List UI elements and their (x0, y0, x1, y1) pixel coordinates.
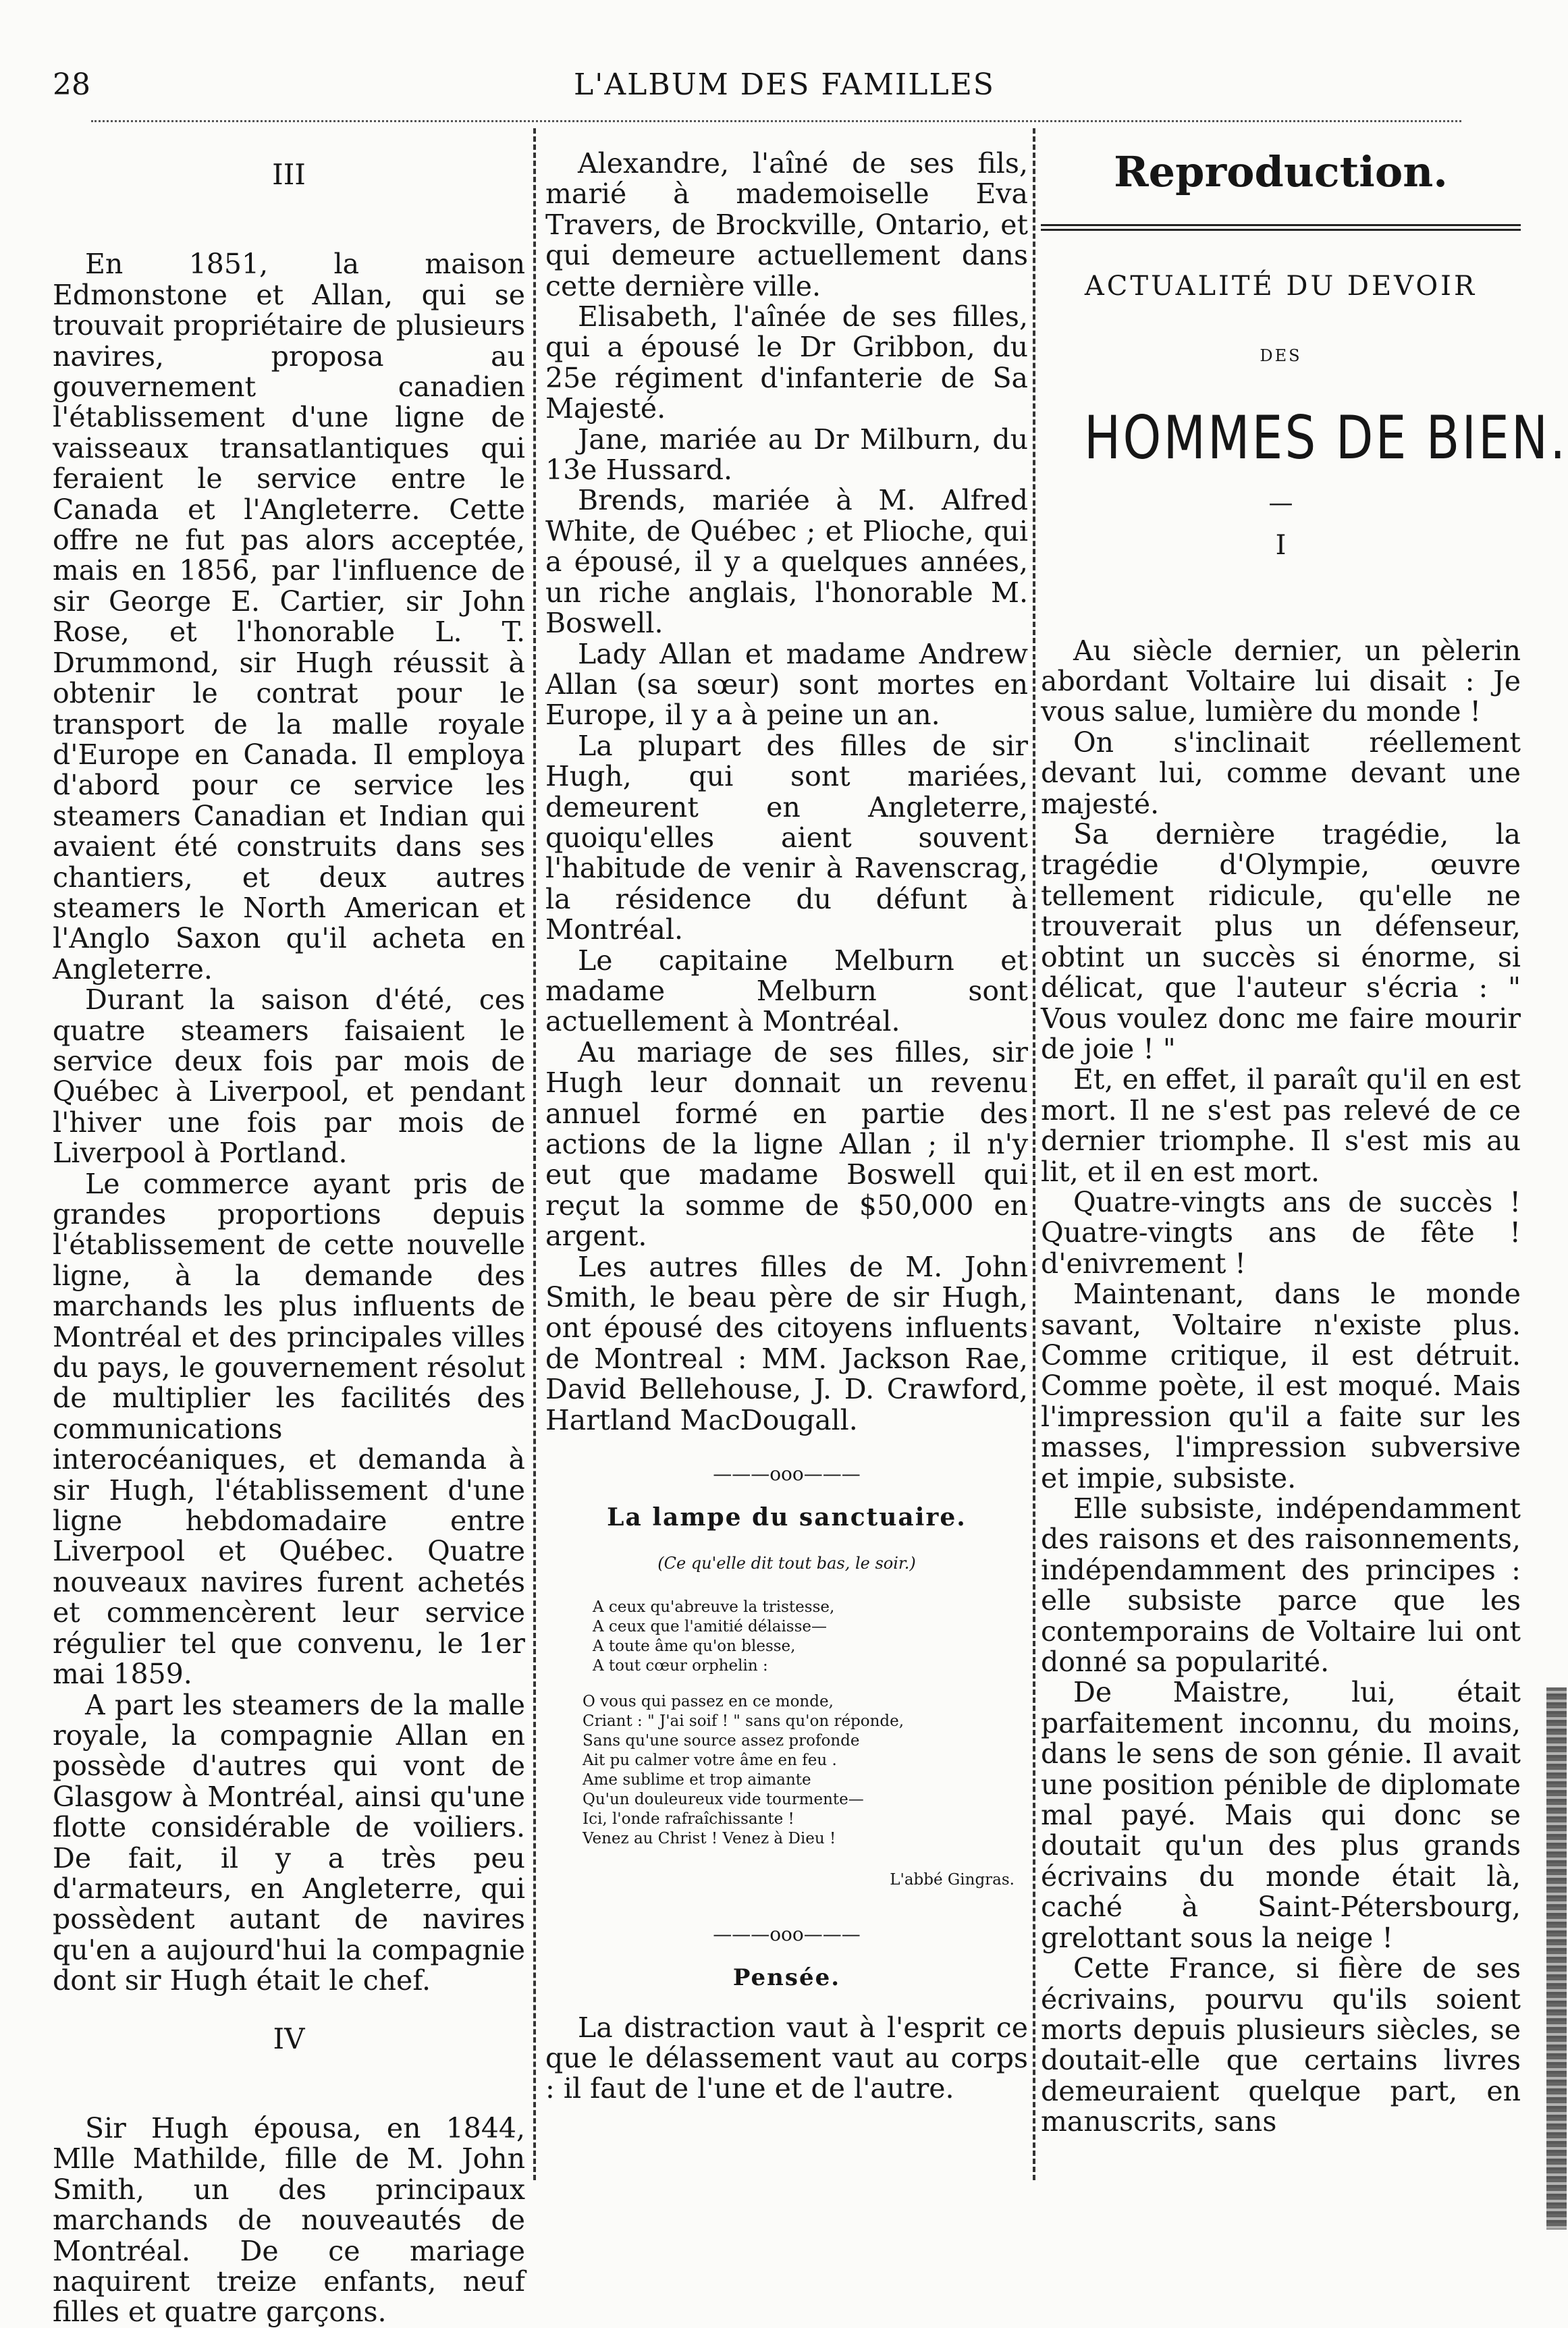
poem-stanza-2 (583, 1692, 1028, 1849)
section-heading-i: I (1275, 530, 1287, 562)
poem-stanza-1 (593, 1598, 1028, 1676)
page-header (53, 67, 1516, 108)
column-divider-2 (1033, 128, 1035, 2180)
paragraph: Le commerce ayant pris de grandes proportions depuis l'établissement de cette nouvelle ligne, à la demande des marchands les plus influents de Montréal et des principales villes du pays, le gouvernement résolut de multiplier les facilités des communications interocéaniques, et demanda à sir Hugh, l'établissement d'une ligne hebdomadaire entre Liverpool et Québec. Quatre nouveaux navires furent achetés et commencèrent leur service régulier tel que convenu, le 1er mai 1859. (53, 1167, 525, 1691)
poem-title: La lampe du sanctuaire. (607, 1503, 967, 1532)
column-divider-1 (533, 128, 536, 2180)
running-title: L'ALBUM DES FAMILLES (574, 67, 995, 102)
paragraph: Au siècle dernier, un pèlerin abordant Voltaire lui disait : Je vous salue, lumière du monde ! (1041, 634, 1521, 728)
header-rule (91, 120, 1461, 122)
poem-signature: L'abbé Gingras. (890, 1871, 1015, 1889)
page-number: 28 (53, 67, 90, 102)
paragraph: Alexandre, l'aîné de ses fils, marié à mademoiselle Eva Travers, de Brockville, Ontario, et qui demeure actuellement dans cette dernière ville. (545, 147, 1028, 302)
column-2 (545, 148, 1028, 2173)
paragraph: Brends, mariée à M. Alfred White, de Québec ; et Plioche, qui a épousé, il y a quelques années, un riche anglais, l'honorable M. Boswell. (545, 484, 1028, 640)
paragraph: Et, en effet, il paraît qu'il en est mort. Il ne s'est pas relevé de ce dernier triomphe. Il s'est mis au lit, et il en est mort. (1041, 1063, 1521, 1188)
section-heading-iv: IV (273, 2022, 305, 2055)
poem-verse: A tout cœur orphelin : (593, 1657, 768, 1675)
poem-verse: Venez au Christ ! Venez à Dieu ! (583, 1830, 836, 1848)
article-title-line-1: ACTUALITÉ DU DEVOIR (1084, 271, 1478, 302)
paragraph: Cette France, si fière de ses écrivains, pourvu qu'ils soient morts depuis plusieurs siècles, se doutait-elle que certains livres demeuraient quelque part, en manuscrits, sans (1041, 1952, 1521, 2138)
paragraph: De Maistre, lui, était parfaitement inconnu, du moins, dans le sens de son génie. Il avait une position pénible de diplomate mal payé. Mais qui donc se doutait qu'un des plus grands écrivains du monde était là, caché à Saint-Pétersbourg, grelottant sous la neige ! (1041, 1676, 1521, 1954)
paragraph: Jane, mariée au Dr Milburn, du 13e Hussard. (545, 423, 1028, 487)
poem-verse: A toute âme qu'on blesse, (593, 1637, 796, 1656)
paragraph: Maintenant, dans le monde savant, Voltaire n'existe plus. Comme critique, il est détruit. Comme poète, il est moqué. Mais l'impression qu'il a faite sur les masses, l'impression subversive et impie, subsiste. (1041, 1278, 1521, 1494)
title-dash: — (1268, 489, 1293, 517)
scan-edge-mark (1546, 1687, 1567, 2229)
poem-verse: Qu'un douleureux vide tourmente— (583, 1791, 864, 1809)
column-3 (1041, 147, 1568, 2173)
poem-verse: O vous qui passez en ce monde, (583, 1693, 834, 1711)
paragraph: Sir Hugh épousa, en 1844, Mlle Mathilde, fille de M. John Smith, un des principaux marchands de nouveautés de Montréal. De ce mariage naquirent treize enfants, neuf filles et quatre garçons. (53, 2111, 525, 2328)
paragraph: Durant la saison d'été, ces quatre steamers faisaient le service deux fois par mois de Québec à Liverpool, et pendant l'hiver une fois par mois de Liverpool à Portland. (53, 983, 525, 1170)
article-title-main: HOMMES DE BIEN. (1083, 402, 1568, 472)
pensee-text: La distraction vaut à l'esprit ce que le délassement vaut au corps : il faut de l'une et de l'autre. (545, 2011, 1028, 2105)
paragraph: Lady Allan et madame Andrew Allan (sa sœur) sont mortes en Europe, il y a à peine un an. (545, 637, 1028, 732)
paragraph: Sa dernière tragédie, la tragédie d'Olympie, œuvre tellement ridicule, qu'elle ne trouverait plus un défenseur, obtint un succès si énorme, si délicat, que l'auteur s'écria : " Vous voulez donc me faire mourir de joie ! " (1041, 818, 1521, 1065)
poem-verse: Ait pu calmer votre âme en feu . (583, 1752, 837, 1770)
paragraph: Elisabeth, l'aînée de ses filles, qui a épousé le Dr Gribbon, du 25e régiment d'infanterie de Sa Majesté. (545, 300, 1028, 425)
section-heading-iii: III (272, 158, 306, 191)
paragraph: En 1851, la maison Edmonstone et Allan, qui se trouvait propriétaire de plusieurs navires, proposa au gouvernement canadien l'établissement d'une ligne de vaisseaux transatlantiques qui feraient le service entre le Canada et l'Angleterre. Cette offre ne fut pas alors acceptée, mais en 1856, par l'influence de sir George E. Cartier, sir John Rose, et l'honorable L. T. Drummond, sir Hugh réussit à obtenir le contrat pour le transport de la malle royale d'Europe en Canada. Il employa d'abord pour ce service les steamers Canadian et Indian qui avaient été construits dans ses chantiers, et deux autres steamers le North American et l'Anglo Saxon qu'il acheta en Angleterre. (53, 248, 525, 985)
poem-verse: A ceux que l'amitié délaisse— (593, 1618, 828, 1636)
column-1 (53, 148, 525, 2328)
paragraph: Les autres filles de M. John Smith, le beau père de sir Hugh, ont épousé des citoyens influents de Montreal : MM. Jackson Rae, David Bellehouse, J. D. Crawford, Hartland MacDougall. (545, 1250, 1028, 1436)
section-heading-reproduction: Reproduction. (1114, 147, 1448, 196)
poem-verse: Ici, l'onde rafraîchissante ! (583, 1810, 794, 1829)
article-title-des: DES (1260, 346, 1302, 366)
paragraph: Quatre-vingts ans de succès ! Quatre-vingts ans de fête ! d'enivrement ! (1041, 1185, 1521, 1280)
separator: ———ooo——— (713, 1922, 861, 1945)
separator: ———ooo——— (713, 1463, 861, 1486)
poem-verse: Criant : " J'ai soif ! " sans qu'on réponde, (583, 1712, 904, 1731)
paragraph: Elle subsiste, indépendamment des raisons et des raisonnements, indépendamment des principes : elle subsiste parce que les contemporains de Voltaire lui ont donné sa popularité. (1041, 1492, 1521, 1679)
paragraph: Le capitaine Melburn et madame Melburn sont actuellement à Montréal. (545, 944, 1028, 1038)
paragraph: Au mariage de ses filles, sir Hugh leur donnait un revenu annuel formé en partie des actions de la ligne Allan ; il n'y eut que madame Boswell qui reçut la somme de $50,000 en argent. (545, 1035, 1028, 1253)
pensee-title: Pensée. (732, 1964, 841, 1992)
poem-verse: A ceux qu'abreuve la tristesse, (593, 1598, 835, 1617)
poem-verse: Ame sublime et trop aimante (583, 1771, 811, 1789)
double-rule (1041, 224, 1521, 231)
paragraph: La plupart des filles de sir Hugh, qui sont mariées, demeurent en Angleterre, quoiqu'elles aient souvent l'habitude de venir à Ravenscrag, la résidence du défunt à Montréal. (545, 729, 1028, 946)
paragraph: A part les steamers de la malle royale, la compagnie Allan en possède d'autres qui vont de Glasgow à Montréal, ainsi qu'une flotte considérable de voiliers. De fait, il y a très peu d'armateurs, en Angleterre, qui possèdent autant de navires qu'en a aujourd'hui la compagnie dont sir Hugh était le chef. (53, 1688, 525, 1997)
poem-verse: Sans qu'une source assez profonde (583, 1732, 860, 1750)
paragraph: On s'inclinait réellement devant lui, comme devant une majesté. (1041, 726, 1521, 820)
poem-subtitle: (Ce qu'elle dit tout bas, le soir.) (657, 1553, 916, 1573)
